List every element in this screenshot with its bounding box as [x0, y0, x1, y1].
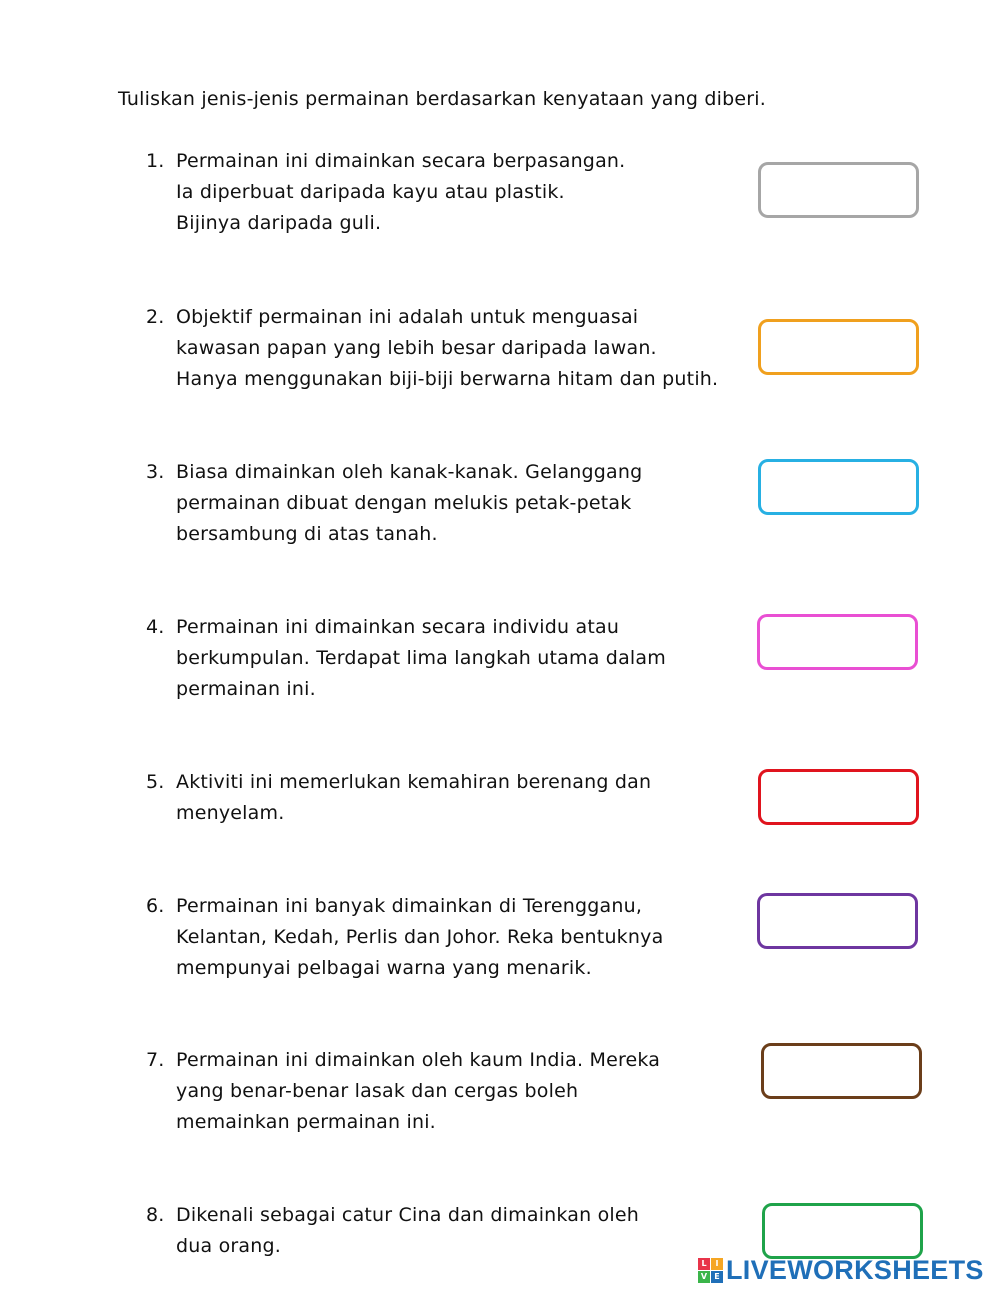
question-text: [176, 612, 666, 705]
question-number: 2.: [146, 306, 165, 328]
logo-mark-letter: I: [711, 1258, 723, 1270]
answer-box-4[interactable]: [757, 614, 918, 670]
question-text: [176, 1200, 639, 1262]
question-line: permainan dibuat dengan melukis petak-petak: [176, 492, 632, 514]
question-number: 7.: [146, 1049, 165, 1071]
question-line: Bijinya daripada guli.: [176, 212, 382, 234]
answer-box-1[interactable]: [758, 162, 919, 218]
answer-box-3[interactable]: [758, 459, 919, 515]
logo-mark-letter: E: [711, 1271, 723, 1283]
question-line: berkumpulan. Terdapat lima langkah utama dalam: [176, 647, 666, 669]
question-line: permainan ini.: [176, 678, 316, 700]
question-line: menyelam.: [176, 802, 285, 824]
answer-box-5[interactable]: [758, 769, 919, 825]
question-line: Dikenali sebagai catur Cina dan dimainkan oleh: [176, 1204, 640, 1226]
question-number: 5.: [146, 771, 165, 793]
question-line: Permainan ini dimainkan secara berpasangan.: [176, 150, 626, 172]
question-line: Objektif permainan ini adalah untuk menguasai: [176, 306, 639, 328]
question-line: Kelantan, Kedah, Perlis dan Johor. Reka bentuknya: [176, 926, 664, 948]
question-line: Permainan ini dimainkan secara individu atau: [176, 616, 620, 638]
question-text: [176, 457, 642, 550]
question-text: [176, 146, 625, 239]
question-text: [176, 302, 718, 395]
question-text: [176, 891, 663, 984]
logo-mark-icon: [698, 1258, 723, 1283]
logo-mark-letter: V: [698, 1271, 710, 1283]
answer-box-7[interactable]: [761, 1043, 922, 1099]
question-number: 8.: [146, 1204, 165, 1226]
question-text: [176, 1045, 660, 1138]
question-line: kawasan papan yang lebih besar daripada lawan.: [176, 337, 657, 359]
question-line: yang benar-benar lasak dan cergas boleh: [176, 1080, 579, 1102]
logo-text: LIVEWORKSHEETS: [726, 1254, 984, 1285]
instruction: Tuliskan jenis-jenis permainan berdasarkan kenyataan yang diberi.: [118, 88, 766, 110]
question-line: memainkan permainan ini.: [176, 1111, 436, 1133]
question-number: 3.: [146, 461, 165, 483]
question-number: 6.: [146, 895, 165, 917]
question-line: Aktiviti ini memerlukan kemahiran berenang dan: [176, 771, 652, 793]
answer-box-2[interactable]: [758, 319, 919, 375]
question-line: dua orang.: [176, 1235, 282, 1257]
question-line: Permainan ini dimainkan oleh kaum India. Mereka: [176, 1049, 661, 1071]
question-line: Hanya menggunakan biji-biji berwarna hitam dan putih.: [176, 368, 719, 390]
answer-box-6[interactable]: [757, 893, 918, 949]
question-text: [176, 767, 651, 829]
answer-box-8[interactable]: [762, 1203, 923, 1259]
logo-mark-letter: L: [698, 1258, 710, 1270]
question-number: 4.: [146, 616, 165, 638]
question-line: bersambung di atas tanah.: [176, 523, 438, 545]
question-line: Ia diperbuat daripada kayu atau plastik.: [176, 181, 565, 203]
question-line: Biasa dimainkan oleh kanak-kanak. Gelanggang: [176, 461, 643, 483]
question-line: Permainan ini banyak dimainkan di Terengganu,: [176, 895, 643, 917]
question-line: mempunyai pelbagai warna yang menarik.: [176, 957, 592, 979]
liveworksheets-logo: [698, 1255, 984, 1285]
question-number: 1.: [146, 150, 165, 172]
